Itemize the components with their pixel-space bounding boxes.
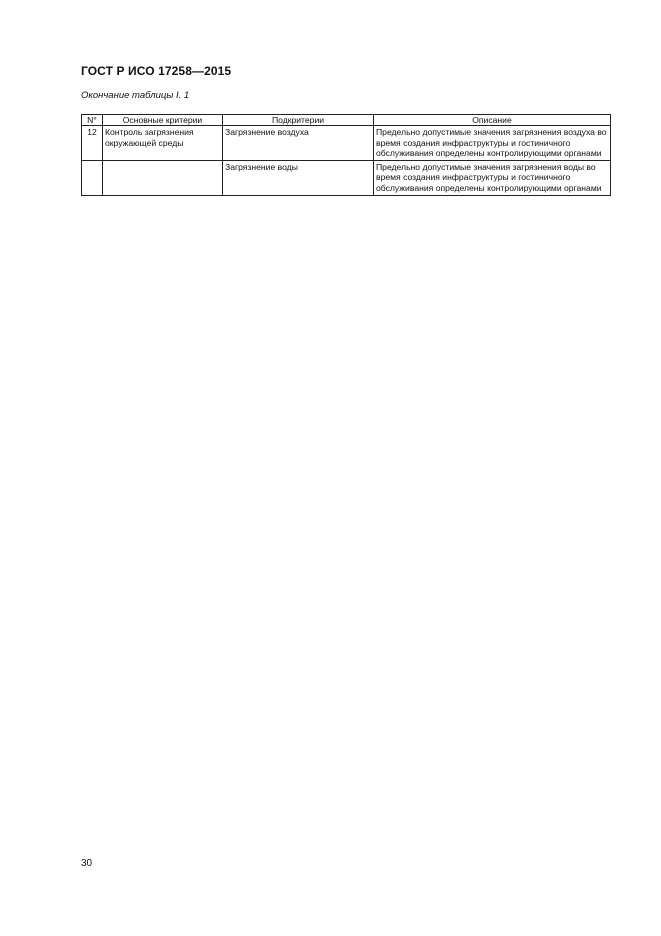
- column-header-subcriteria: Подкритерии: [223, 115, 374, 126]
- table-caption: Окончание таблицы I. 1: [81, 90, 190, 101]
- column-header-description: Описание: [374, 115, 611, 126]
- cell-main-criteria: [103, 160, 223, 195]
- cell-number: 12: [82, 126, 103, 161]
- cell-subcriteria: Загрязнение воздуха: [223, 126, 374, 161]
- table-row: [82, 160, 611, 195]
- criteria-table: [81, 114, 611, 196]
- page-number: 30: [81, 858, 93, 869]
- document-code: ГОСТ Р ИСО 17258—2015: [81, 64, 232, 78]
- table-row: [82, 126, 611, 161]
- table-header-row: [82, 115, 611, 126]
- cell-number: [82, 160, 103, 195]
- cell-description: Предельно допустимые значения загрязнения воды во время создания инфраструктуры и гостиничного обслуживания определены контролирующими органами: [374, 160, 611, 195]
- column-header-main-criteria: Основные критерии: [103, 115, 223, 126]
- cell-main-criteria: Контроль загрязнения окружающей среды: [103, 126, 223, 161]
- cell-description: Предельно допустимые значения загрязнения воздуха во время создания инфраструктуры и гостиничного обслуживания определены контролирующими органами: [374, 126, 611, 161]
- cell-subcriteria: Загрязнение воды: [223, 160, 374, 195]
- column-header-number: N°: [82, 115, 103, 126]
